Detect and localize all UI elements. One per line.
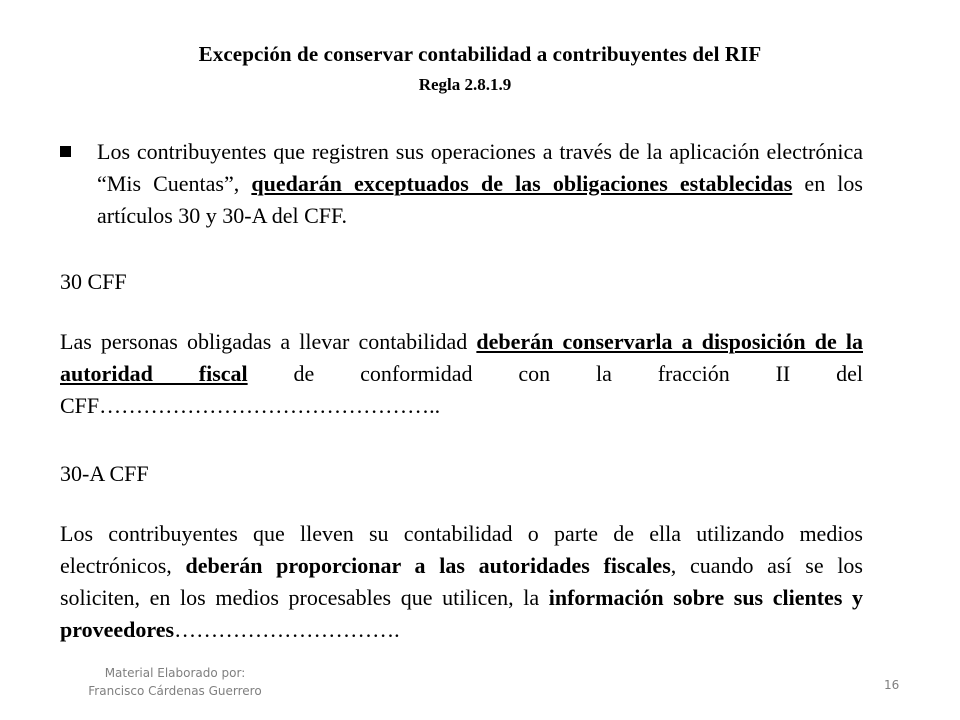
footer-credit-line2: Francisco Cárdenas Guerrero	[88, 684, 262, 698]
section1-emphasis: deberán conservarla a disposición de la autoridad fiscal	[60, 329, 863, 386]
footer-credit	[60, 664, 290, 700]
section-heading-30a-cff: 30-A CFF	[60, 461, 149, 486]
section-heading-30-cff: 30 CFF	[60, 269, 127, 294]
bullet-text-part1: Los contribuyentes que registren sus operaciones a través de la aplicación electrónica “Mis Cuentas”,	[97, 139, 863, 196]
bullet-emphasis: quedarán exceptuados de las obligaciones establecidas	[251, 171, 793, 196]
section2-part3: ………………………….	[174, 617, 400, 642]
section2-part1: Los contribuyentes que lleven su contabilidad o parte de ella utilizando medios electrónicos,	[60, 521, 863, 578]
bullet-text	[97, 136, 863, 232]
section2-emphasis-2: información sobre sus clientes y proveedores	[60, 585, 863, 642]
page-title: Excepción de conservar contabilidad a contribuyentes del RIF	[198, 42, 762, 66]
page-subtitle: Regla 2.8.1.9	[418, 75, 512, 94]
section1-part1: Las personas obligadas a llevar contabilidad	[60, 329, 477, 354]
footer-credit-line1: Material Elaborado por:	[104, 666, 246, 680]
section2-paragraph	[60, 518, 863, 646]
section2-part2: , cuando así se los soliciten, en los medios procesables que utilicen, la	[60, 553, 863, 610]
page-number: 16	[884, 678, 900, 692]
section2-emphasis-1: deberán proporcionar a las autoridades fiscales	[185, 553, 671, 578]
section1-part2: de conformidad con la fracción II del CFF………………………………………..	[60, 361, 863, 418]
square-bullet-icon	[60, 146, 71, 157]
section1-paragraph	[60, 326, 863, 422]
bullet-text-part2: en los artículos 30 y 30-A del CFF.	[97, 171, 863, 228]
